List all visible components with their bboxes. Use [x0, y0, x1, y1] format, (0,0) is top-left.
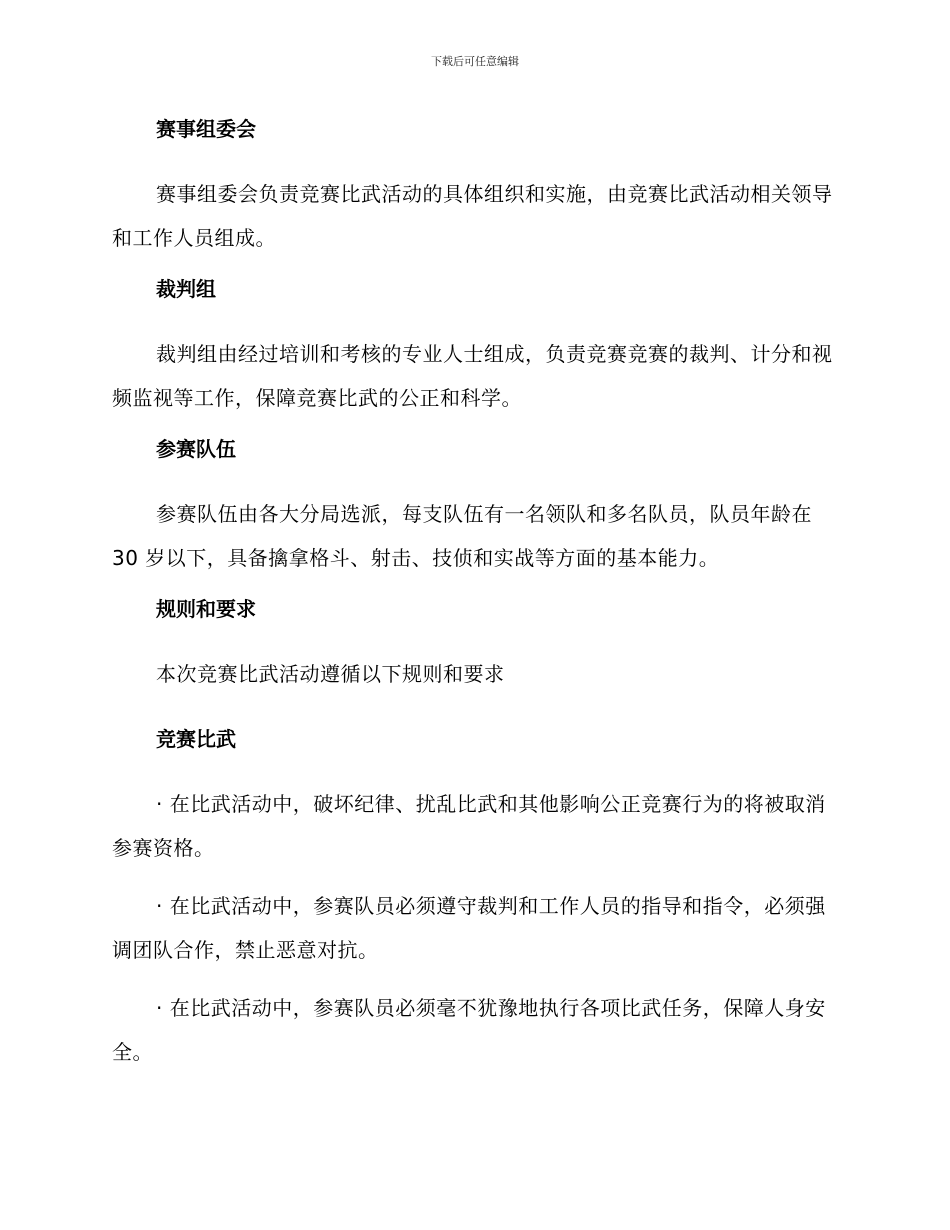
paragraph-rules: 本次竞赛比武活动遵循以下规则和要求 [156, 662, 505, 686]
page-header: 下载后可任意编辑 [431, 55, 519, 68]
section-heading-teams: 参赛队伍 [156, 437, 236, 461]
paragraph-organizing-committee: 赛事组委会负责竞赛比武活动的具体组织和实施，由竞赛比武活动相关领导和工作人员组成。 [112, 182, 833, 250]
bullet-item-safety: · 在比武活动中，参赛队员必须毫不犹豫地执行各项比武任务，保障人身安全。 [112, 996, 826, 1064]
section-heading-organizing-committee: 赛事组委会 [156, 117, 256, 141]
paragraph-referee-group: 裁判组由经过培训和考核的专业人士组成，负责竞赛竞赛的裁判、计分和视频监视等工作，保障竞赛比武的公正和科学。 [112, 342, 833, 410]
bullet-item-disqualification: · 在比武活动中，破坏纪律、扰乱比武和其他影响公正竞赛行为的将被取消参赛资格。 [112, 792, 826, 860]
section-heading-competition: 竞赛比武 [156, 727, 236, 751]
paragraph-teams: 参赛队伍由各大分局选派，每支队伍有一名领队和多名队员，队员年龄在 30 岁以下，具备擒拿格斗、射击、技侦和实战等方面的基本能力。 [112, 502, 812, 570]
bullet-item-follow-instructions: · 在比武活动中，参赛队员必须遵守裁判和工作人员的指导和指令，必须强调团队合作，禁止恶意对抗。 [112, 894, 826, 962]
section-heading-rules: 规则和要求 [156, 597, 256, 621]
document-body [112, 114, 838, 1088]
section-heading-referee-group: 裁判组 [156, 277, 216, 301]
